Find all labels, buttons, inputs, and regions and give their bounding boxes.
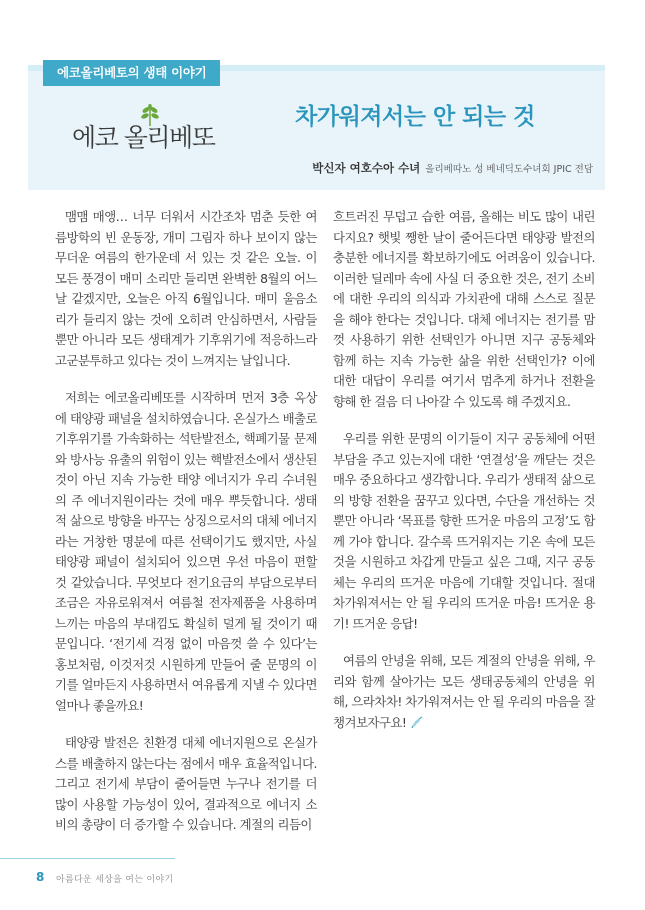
paragraph: 저희는 에코올리베또를 시작하며 먼저 3층 옥상에 태양광 패널을 설치하였습니다. 온실가스 배출로 기후위기를 가속화하는 석탄발전소, 핵폐기물 문제와 방사능 유출의 위험이 있는 핵발전소에서 생산된 것이 아닌 지속 가능한 태양 에너지가 우리 수녀원의 주 에너지원이라는 것에 매우 뿌듯합니다. 생태적 삶으로 방향을 바꾸는 상징으로서의 대체 에너지라는 거창한 명분에 따른 선택이기도 했지만, 사실 태양광 패널이 설치되어 있으면 우선 마음이 편할 것 같았습니다. 무엇보다 전기요금의 부담으로부터 조금은 자유로워져서 여름철 전자제품을 사용하며 느끼는 마음의 부대낌도 확실히 덜게 될 것이기 때문입니다. ‘전기세 걱정 없이 마음껏 쓸 수 있다’는 홍보처럼, 이것저것 시원하게 만들어 줄 문명의 이기를 얼마든지 사용하면서 여유롭게 지낼 수 있다면 얼마나 좋을까요! [55, 390, 317, 713]
paragraph [55, 733, 317, 836]
author-role: 올리베따노 성 베네딕도수녀회 JPIC 전담 [425, 164, 593, 175]
body-column-left [55, 207, 317, 836]
paragraph: 우리를 위한 문명의 이기들이 지구 공동체에 어떤 부담을 주고 있는지에 대한 ‘연결성’을 깨닫는 것은 매우 중요하다고 생각합니다. 우리가 생태적 삶으로의 방향 전환을 꿈꾸고 있다면, 수단을 개선하는 것뿐만 아니라 ‘목표를 향한 뜨거운 마음의 고정’도 함께 가야 합니다. 갈수록 뜨거워지는 기온 속에 모든 것을 시원하고 차갑게 만들고 싶은 그때, 지구 공동체는 우리의 뜨거운 마음에 기대할 것입니다. 절대 차가워져서는 안 될 우리의 뜨거운 마음! 뜨거운 용기! 뜨거운 응답! [333, 431, 595, 631]
leaf-end-icon [410, 716, 423, 729]
page-number: 8 [36, 870, 45, 884]
paragraph: 맴맴 매앵… 너무 더워서 시간조차 멈춘 듯한 여름방학의 빈 운동장, 개미 그림자 하나 보이지 않는 무더운 여름의 한가운데 서 있는 것 같은 오늘. 이 모든 풍경이 매미 소리만 들리면 완벽한 8월의 어느 날 같겠지만, 오늘은 아직 6월입니다. 매미 울음소리가 들리지 않는 것에 오히려 안심하면서, 사람들뿐만 아니라 모든 생태계가 기후위기에 적응하느라 고군분투하고 있다는 것이 느껴지는 날입니다. [55, 209, 317, 368]
body-column-right [333, 207, 595, 733]
logo-text: 에코 올리베또 [72, 123, 215, 152]
author-name: 박신자 여호수아 수녀 [312, 161, 421, 175]
paragraph-continuation: 흐트러진 무덥고 습한 여름, 올해는 비도 많이 내린다지요? 햇빛 쨍한 날이 줄어든다면 태양광 발전의 충분한 에너지를 확보하기에도 어려움이 있습니다. 이러한 딜레마 속에 사실 더 중요한 것은, 전기 소비에 대한 우리의 의식과 가치관에 대해 스스로 질문을 해야 한다는 것입니다. 대체 에너지는 전기를 맘껏 사용하기 위한 선택인가 아니면 지구 공동체와 함께 하는 지속 가능한 삶을 위한 선택인가? 이에 대한 대답이 우리를 여기서 멈추게 하거나 전환을 향해 한 걸음 더 나아갈 수 있도록 해 주겠지요. [333, 209, 595, 409]
author-byline [312, 160, 593, 176]
section-tag: 에코올리베토의 생태 이야기 [43, 60, 220, 86]
publication-name: 아름다운 세상을 여는 이야기 [56, 875, 174, 885]
eco-oliveto-logo [72, 104, 215, 154]
paragraph [333, 207, 595, 412]
paragraph-text: 여름의 안녕을 위해, 모든 계절의 안녕을 위해, 우리와 함께 살아가는 모든 생태공동체의 안녕을 위해, 으라차차! 차가워져서는 안 될 우리의 마음을 잘 챙겨보자구요! [333, 653, 595, 730]
paragraph-text: 태양광 발전은 친환경 대체 에너지원으로 온실가스를 배출하지 않는다는 점에서 매우 효율적입니다. 그리고 전기세 부담이 줄어들면 누구나 전기를 더 많이 사용할 가능성이 있어, 결과적으로 에너지 소비의 총량이 더 증가할 수 있습니다. 계절의 리듬이 [55, 735, 317, 832]
paragraph [333, 651, 595, 733]
article-title: 차가워져서는 안 되는 것 [295, 104, 535, 130]
footer-rule [0, 858, 175, 859]
